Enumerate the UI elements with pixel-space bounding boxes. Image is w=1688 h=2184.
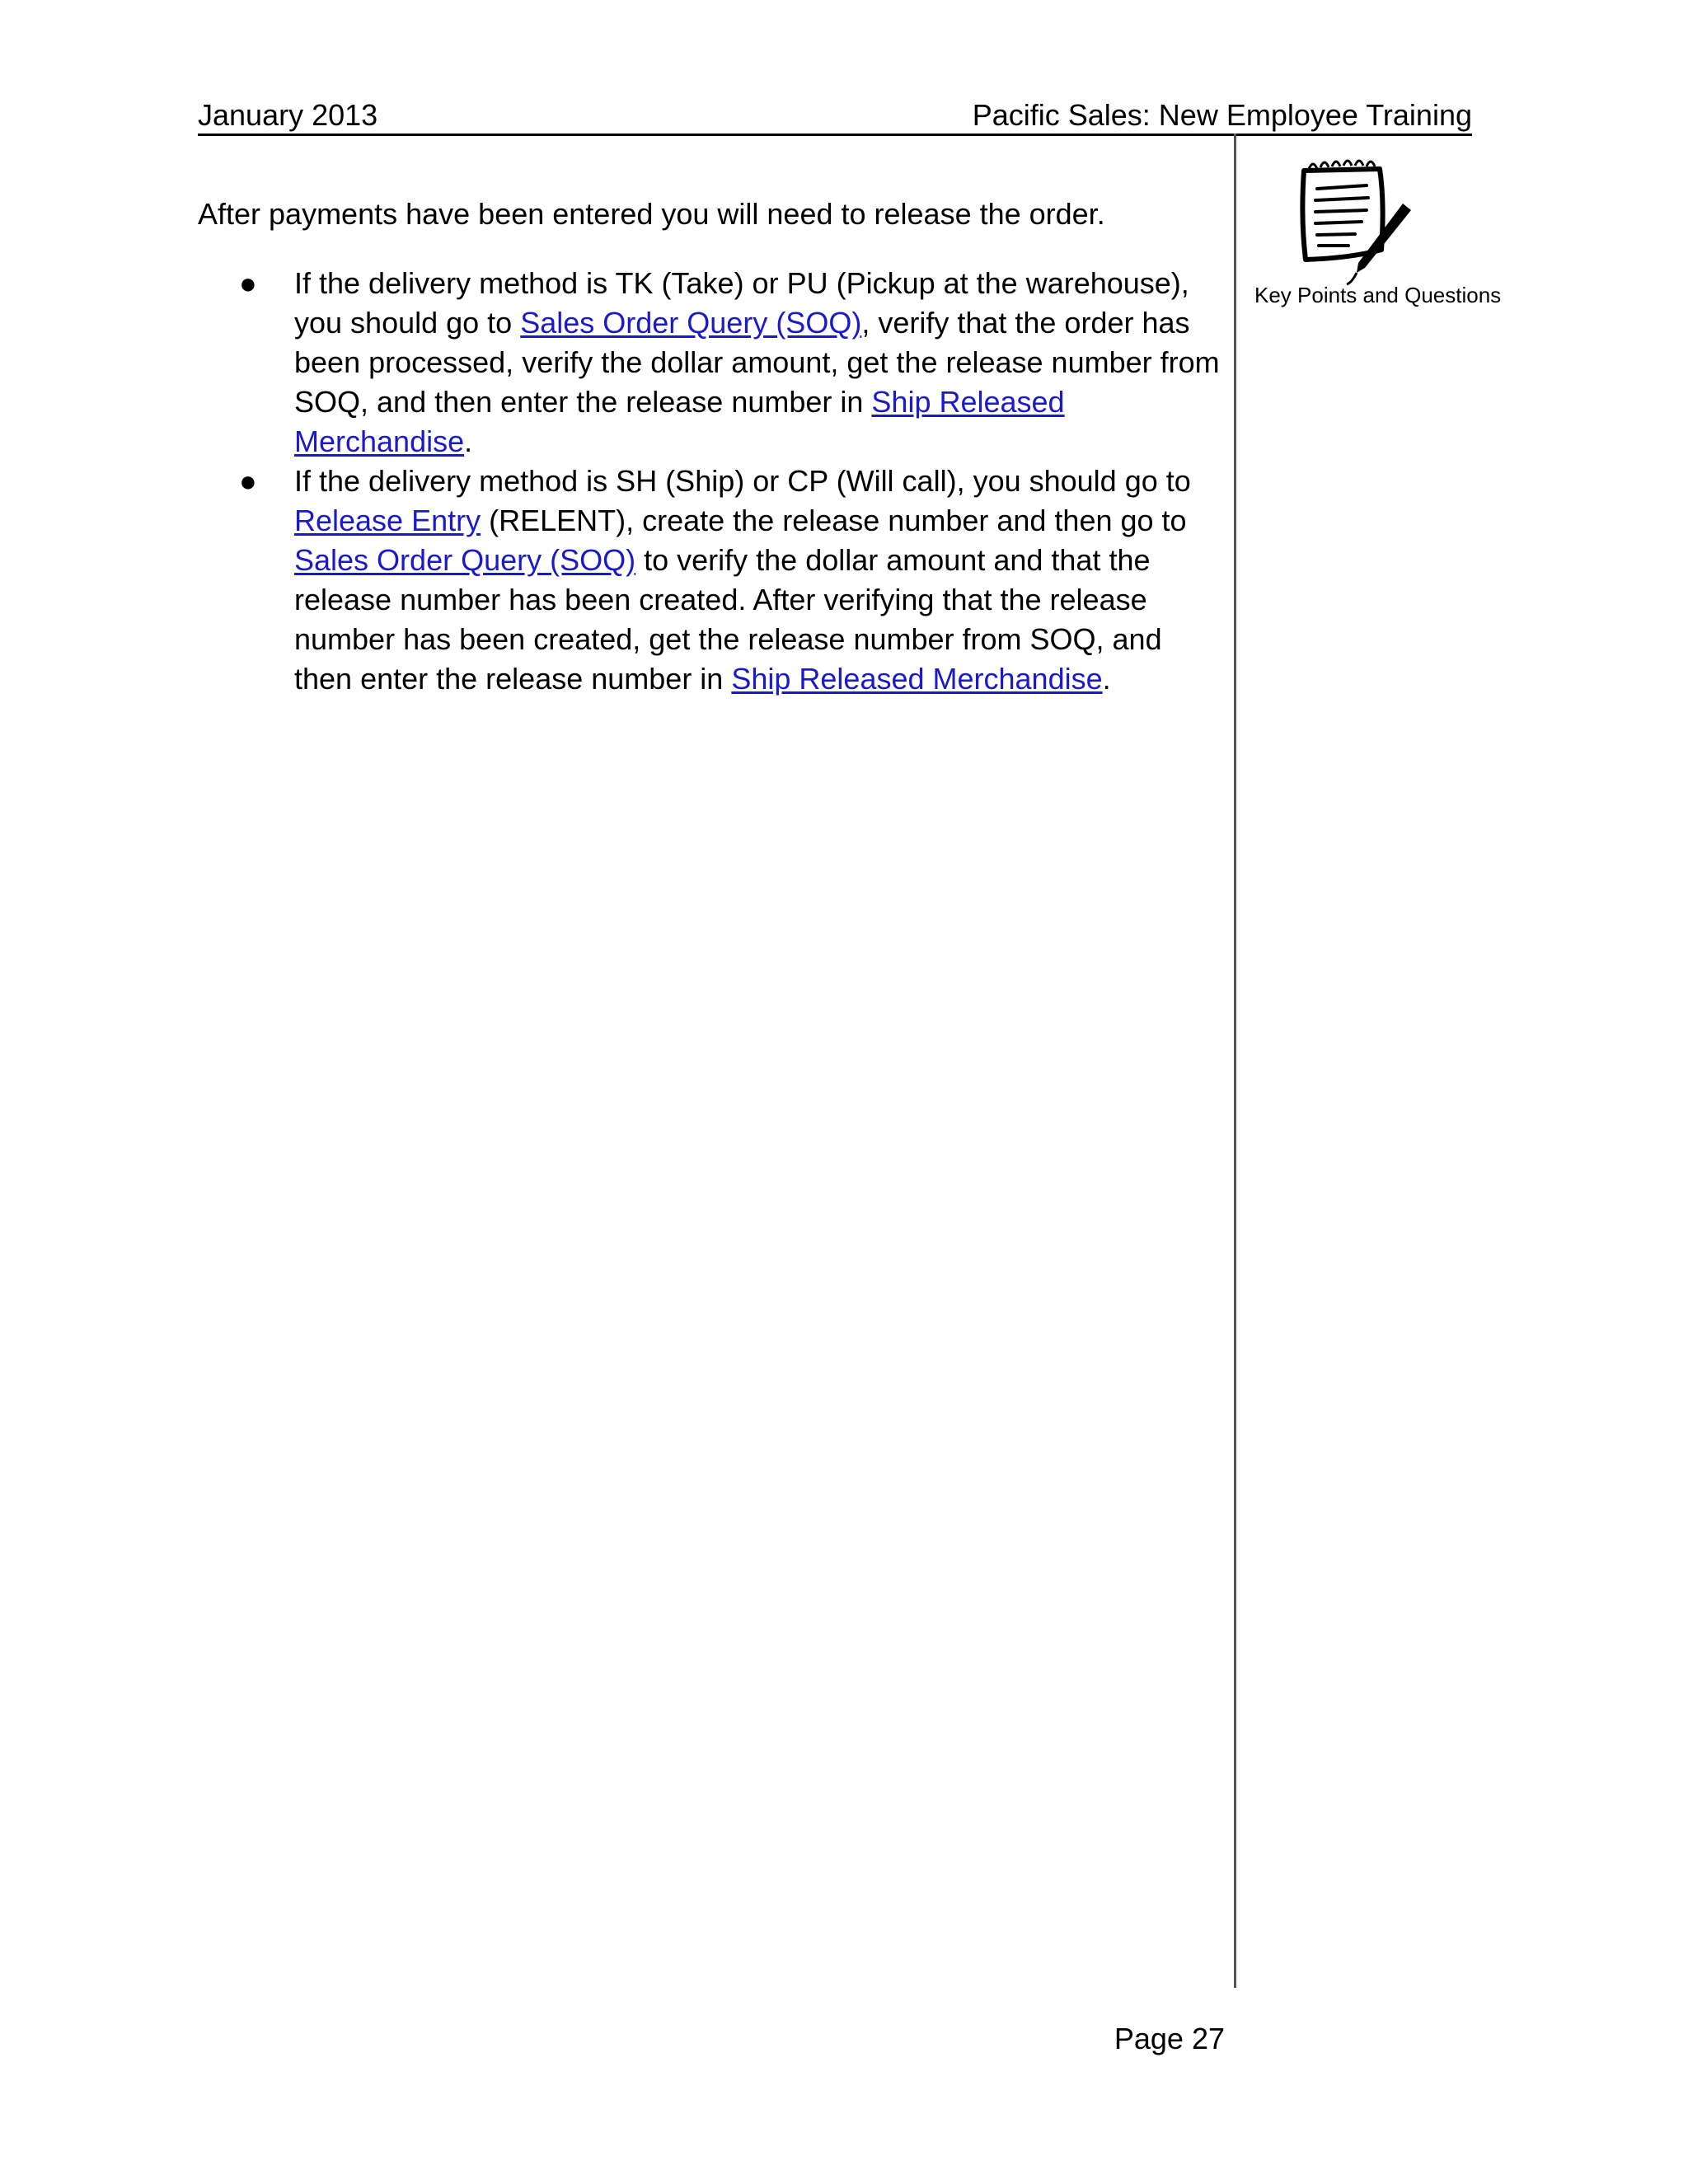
sales-order-query-link[interactable]: Sales Order Query (SOQ) bbox=[520, 306, 862, 340]
bullet-text: . bbox=[464, 424, 473, 458]
bullet-icon: ● bbox=[239, 266, 257, 300]
bullet-text: If the delivery method is SH (Ship) or CP (Will call), you should go to bbox=[294, 464, 1191, 498]
bullet-text: (RELENT), create the release number and then go to bbox=[481, 504, 1187, 537]
bullet-list bbox=[198, 264, 1220, 699]
bullet-text: to verify the dollar amount and that the release number has been created. After verifying that the release number has been created, get the release number from SOQ, and then enter the release number in bbox=[294, 543, 1162, 696]
header-date: January 2013 bbox=[198, 98, 378, 132]
sidebar-divider bbox=[1234, 134, 1236, 1988]
sales-order-query-link[interactable]: Sales Order Query (SOQ) bbox=[294, 543, 636, 577]
sidebar-label: Key Points and Questions bbox=[1254, 283, 1502, 307]
notepad-pen-icon bbox=[1294, 152, 1418, 288]
bullet-text: , verify that the order has been processed, verify the dollar amount, get the release number from SOQ, and then enter the release number in bbox=[294, 306, 1220, 419]
header-title: Pacific Sales: New Employee Training bbox=[972, 98, 1472, 132]
intro-paragraph: After payments have been entered you will need to release the order. bbox=[198, 197, 1105, 231]
page-number: Page 27 bbox=[1114, 2022, 1225, 2055]
bullet-icon: ● bbox=[239, 464, 257, 498]
list-item bbox=[198, 462, 1220, 699]
ship-released-merchandise-link[interactable]: Ship Released Merchandise bbox=[294, 385, 1065, 458]
bullet-text: If the delivery method is TK (Take) or PU (Pickup at the warehouse), you should go to bbox=[294, 266, 1189, 340]
list-item bbox=[198, 264, 1220, 462]
ship-released-merchandise-link[interactable]: Ship Released Merchandise bbox=[731, 662, 1103, 696]
release-entry-link[interactable]: Release Entry bbox=[294, 504, 481, 537]
page-header bbox=[198, 97, 1472, 136]
bullet-text: . bbox=[1102, 662, 1111, 696]
main-content bbox=[198, 194, 1220, 699]
